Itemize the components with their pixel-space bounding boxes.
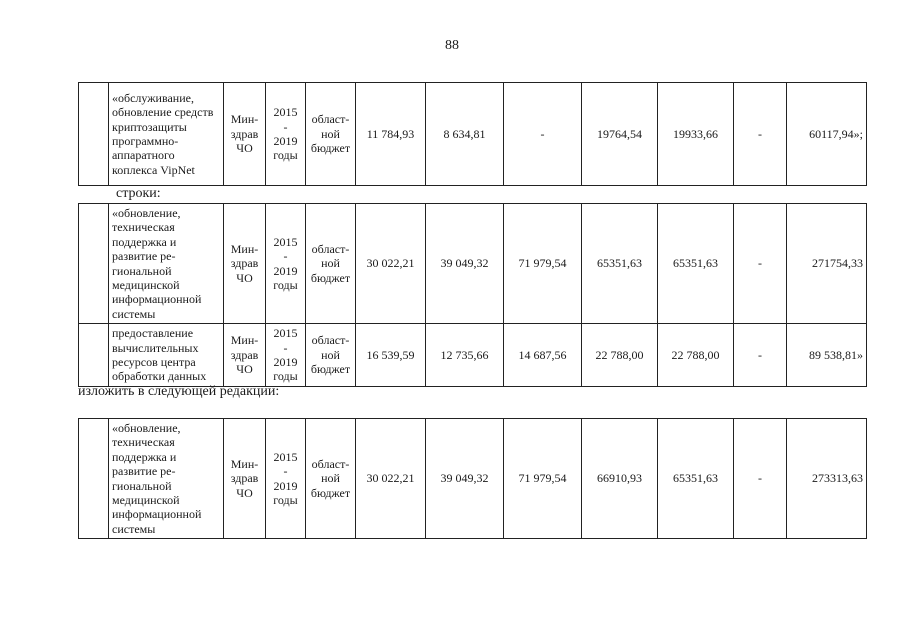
amount-2020-cell: - — [734, 204, 787, 324]
amount-2020-cell: - — [734, 324, 787, 387]
row-number-cell — [79, 83, 109, 186]
table-row — [79, 419, 867, 539]
period-dash: - — [283, 249, 288, 264]
period-dash: - — [283, 464, 288, 479]
period-start: 2015 — [273, 326, 298, 341]
period-cell — [266, 83, 306, 186]
amount-2018-cell: 19764,54 — [582, 83, 658, 186]
measure-name-cell: «обслуживание, обновление средств криптозащиты программно-аппаратного коплекса VipNet — [109, 83, 224, 186]
executor-cell: Мин-здрав ЧО — [224, 324, 266, 387]
row-number-cell — [79, 204, 109, 324]
page-number: 88 — [445, 38, 459, 53]
total-amount-cell: 89 538,81» — [787, 324, 867, 387]
amount-2016-cell: 39 049,32 — [426, 419, 504, 539]
budget-table-old-rmis — [78, 203, 867, 387]
amount-2017-cell: 14 687,56 — [504, 324, 582, 387]
amount-2018-cell: 65351,63 — [582, 204, 658, 324]
period-end: 2019 годы — [273, 478, 298, 507]
period-end: 2019 годы — [273, 134, 298, 163]
budget-table-old-crypto — [78, 82, 867, 186]
amount-2019-cell: 19933,66 — [658, 83, 734, 186]
amount-2015-cell: 16 539,59 — [356, 324, 426, 387]
period-end: 2019 годы — [273, 354, 298, 384]
amount-2019-cell: 65351,63 — [658, 204, 734, 324]
period-cell — [266, 324, 306, 387]
amount-2017-cell: - — [504, 83, 582, 186]
period-end: 2019 годы — [273, 263, 298, 292]
measure-name-cell: «обновление, техническая поддержка и развитие ре-гиональной медицинской информационной системы — [109, 204, 224, 324]
table-row — [79, 204, 867, 324]
row-number-cell — [79, 324, 109, 387]
budget-table-new-rmis — [78, 418, 867, 539]
total-amount-cell: 273313,63 — [787, 419, 867, 539]
funding-source-cell: област-ной бюджет — [306, 419, 356, 539]
funding-source-cell: област-ной бюджет — [306, 204, 356, 324]
executor-cell: Мин-здрав ЧО — [224, 204, 266, 324]
amount-2020-cell: - — [734, 419, 787, 539]
table-row — [79, 324, 867, 387]
total-amount-cell: 271754,33 — [787, 204, 867, 324]
executor-cell: Мин-здрав ЧО — [224, 419, 266, 539]
period-start: 2015 — [273, 449, 298, 464]
measure-name-cell: «обновление, техническая поддержка и развитие ре-гиональной медицинской информационной системы — [109, 419, 224, 539]
amount-2020-cell: - — [734, 83, 787, 186]
amount-2019-cell: 65351,63 — [658, 419, 734, 539]
amount-2016-cell: 8 634,81 — [426, 83, 504, 186]
amount-2017-cell: 71 979,54 — [504, 204, 582, 324]
measure-name-cell: предоставление вычислительных ресурсов центра обработки данных — [109, 324, 224, 387]
amount-2018-cell: 66910,93 — [582, 419, 658, 539]
period-dash: - — [283, 119, 288, 134]
amount-2018-cell: 22 788,00 — [582, 324, 658, 387]
row-number-cell — [79, 419, 109, 539]
period-cell — [266, 419, 306, 539]
amount-2016-cell: 39 049,32 — [426, 204, 504, 324]
edit-instruction-label: изложить в следующей редакции: — [78, 384, 280, 399]
executor-cell: Мин-здрав ЧО — [224, 83, 266, 186]
amount-2017-cell: 71 979,54 — [504, 419, 582, 539]
rows-label: строки: — [116, 186, 161, 201]
funding-source-cell: област-ной бюджет — [306, 83, 356, 186]
period-cell — [266, 204, 306, 324]
total-amount-cell: 60117,94»; — [787, 83, 867, 186]
amount-2019-cell: 22 788,00 — [658, 324, 734, 387]
period-dash: - — [283, 340, 288, 355]
amount-2015-cell: 11 784,93 — [356, 83, 426, 186]
funding-source-cell: област-ной бюджет — [306, 324, 356, 387]
amount-2015-cell: 30 022,21 — [356, 419, 426, 539]
amount-2015-cell: 30 022,21 — [356, 204, 426, 324]
table-row — [79, 83, 867, 186]
period-start: 2015 — [273, 234, 298, 249]
amount-2016-cell: 12 735,66 — [426, 324, 504, 387]
period-start: 2015 — [273, 105, 298, 120]
